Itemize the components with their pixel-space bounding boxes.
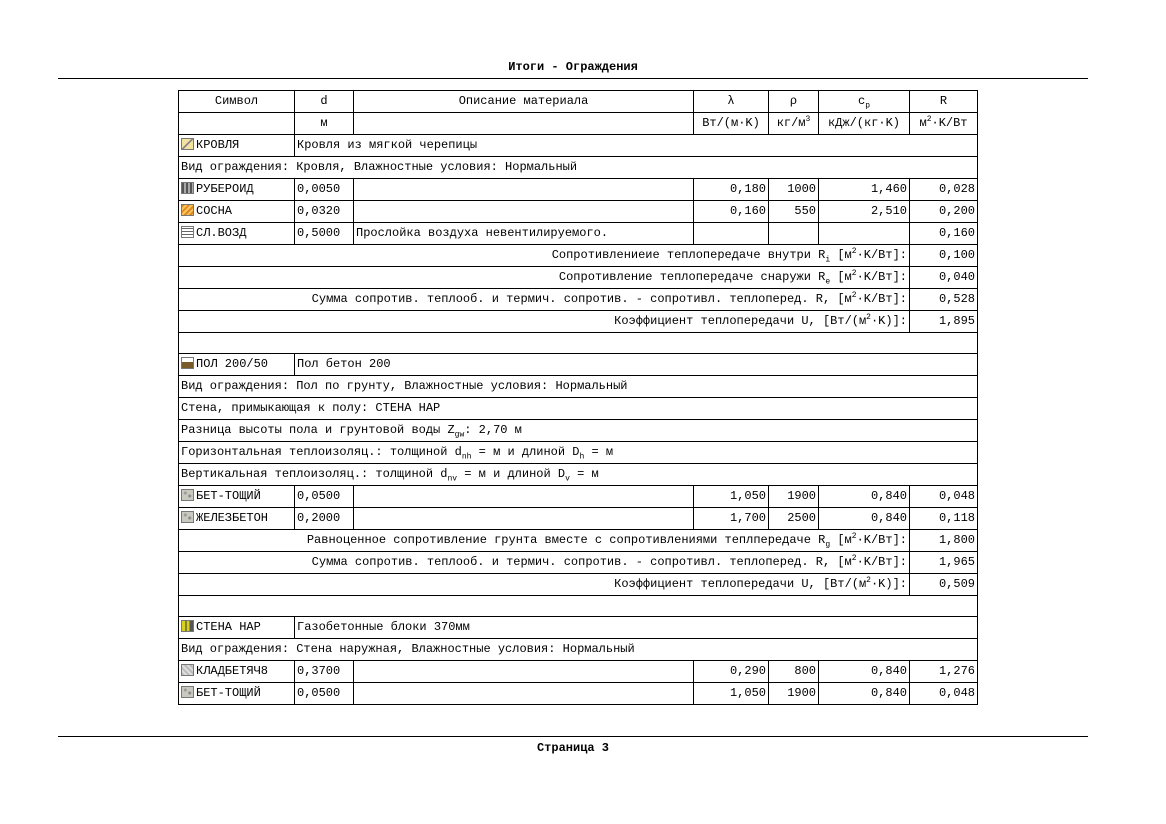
section-wall-title — [179, 617, 978, 639]
unit-cp: кДж/(кг·K) — [819, 113, 910, 135]
floor-vertical-insulation: Вертикальная теплоизоляц.: толщиной $d_{nv} = м$ и длиной $D_v = м$ — [179, 464, 978, 486]
floor-kind: Вид ограждения: Пол по грунту, Влажностные условия: Нормальный — [179, 376, 978, 398]
ruberoid-icon — [181, 182, 194, 194]
section-roof-title — [179, 135, 978, 157]
table-row: ЖЕЛЕЗБЕТОН 0,2000 1,700 2500 0,840 0,118 — [179, 508, 978, 530]
col-description: Описание материала — [354, 91, 694, 113]
roof-rsi-row: Сопротивлениеие теплопередаче внутри $R_i$ $[м^2\cdot K/Вт]$: 0,100 — [179, 245, 978, 267]
col-rho: ρ — [769, 91, 819, 113]
col-r: R — [910, 91, 978, 113]
col-cp: $c_p$ — [819, 91, 910, 113]
floor-zgw: Разница высоты пола и грунтовой воды $Z_{gw}$: 2,70 м — [179, 420, 978, 442]
floor-rg-row: Равноценное сопротивление грунта вместе с сопротивлениями теплпередаче $R_g$ $[м^2\cdot K/Вт]$: 1,800 — [179, 530, 978, 552]
roof-rsum-row: Сумма сопротив. теплооб. и термич. сопротив. - сопротивл. теплоперед. R, $[м^2\cdot K/Вт]$: 0,528 — [179, 289, 978, 311]
wall-code: СТЕНА НАР — [179, 617, 295, 639]
col-symbol: Символ — [179, 91, 295, 113]
table-row: СОСНА 0,0320 0,160 550 2,510 0,200 — [179, 201, 978, 223]
table-row: РУБЕРОИД 0,0050 0,180 1000 1,460 0,028 — [179, 179, 978, 201]
col-d: d — [295, 91, 354, 113]
roof-u-row: Коэффициент теплопередачи U, $[Вт/(м^2\cdot K)]$: 1,895 — [179, 311, 978, 333]
unit-rho: $кг/м^3$ — [769, 113, 819, 135]
unit-r: $м^2\cdot K/Вт$ — [910, 113, 978, 135]
floor-rsum-row: Сумма сопротив. теплооб. и термич. сопротив. - сопротивл. теплоперед. R, $[м^2\cdot K/Вт]$: 1,965 — [179, 552, 978, 574]
roof-code: КРОВЛЯ — [179, 135, 295, 157]
unit-d: м — [295, 113, 354, 135]
page-number: Страница 3 — [58, 736, 1088, 759]
floor-horizontal-insulation: Горизонтальная теплоизоляц.: толщиной $d_{nh} = м$ и длиной $D_h = м$ — [179, 442, 978, 464]
wall-icon — [181, 620, 194, 632]
concrete-icon — [181, 511, 194, 523]
unit-lambda: Вт/(м·K) — [694, 113, 769, 135]
pine-icon — [181, 204, 194, 216]
table-row: БЕТ-ТОЩИЙ 0,0500 1,050 1900 0,840 0,048 — [179, 486, 978, 508]
spacer-row — [179, 596, 978, 617]
col-lambda: λ — [694, 91, 769, 113]
roof-rse-row: Сопротивление теплопередаче снаружи $R_e$ $[м^2\cdot K/Вт]$: 0,040 — [179, 267, 978, 289]
concrete-icon — [181, 489, 194, 501]
units-row — [179, 113, 978, 135]
envelope-table — [178, 90, 978, 705]
table-row: БЕТ-ТОЩИЙ 0,0500 1,050 1900 0,840 0,048 — [179, 683, 978, 705]
header-row — [179, 91, 978, 113]
spacer-row — [179, 333, 978, 354]
section-floor-title — [179, 354, 978, 376]
table-row: КЛАДБЕТЯЧ8 0,3700 0,290 800 0,840 1,276 — [179, 661, 978, 683]
roof-icon — [181, 138, 194, 150]
air-layer-icon — [181, 226, 194, 238]
page-title: Итоги - Ограждения — [58, 58, 1088, 79]
floor-code: ПОЛ 200/50 — [179, 354, 295, 376]
block-icon — [181, 664, 194, 676]
floor-name: Пол бетон 200 — [295, 354, 978, 376]
wall-kind: Вид ограждения: Стена наружная, Влажностные условия: Нормальный — [179, 639, 978, 661]
table-row: СЛ.ВОЗД 0,5000 Прослойка воздуха невентилируемого. 0,160 — [179, 223, 978, 245]
concrete-icon — [181, 686, 194, 698]
roof-kind: Вид ограждения: Кровля, Влажностные условия: Нормальный — [179, 157, 978, 179]
wall-name: Газобетонные блоки 370мм — [295, 617, 978, 639]
floor-u-row: Коэффициент теплопередачи U, $[Вт/(м^2\cdot K)]$: 0,509 — [179, 574, 978, 596]
floor-wall: Стена, примыкающая к полу: СТЕНА НАР — [179, 398, 978, 420]
floor-icon — [181, 357, 194, 369]
roof-name: Кровля из мягкой черепицы — [295, 135, 978, 157]
